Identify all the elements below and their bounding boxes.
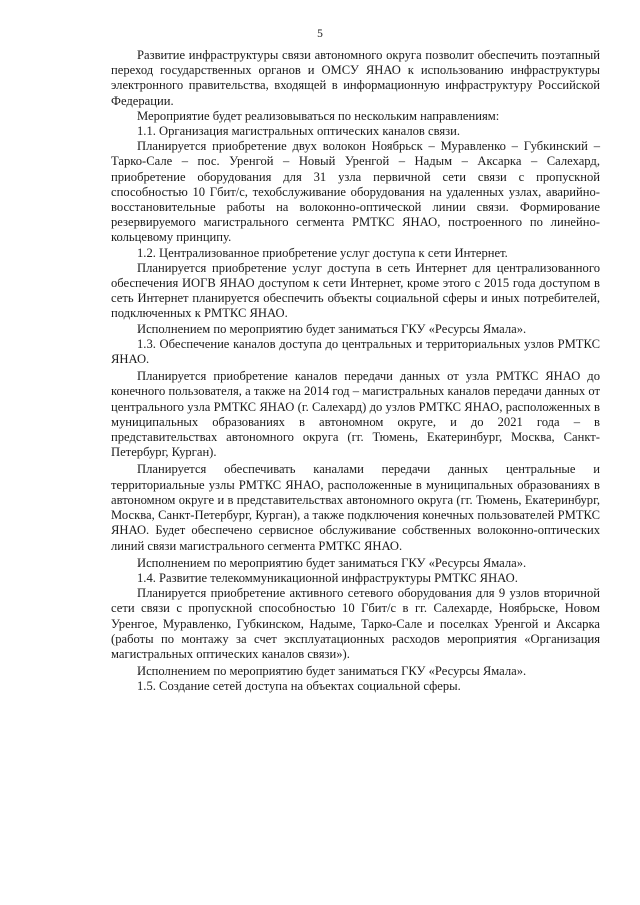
paragraph-data-channels: Планируется приобретение каналов передачи данных от узла РМТКС ЯНАО до конечного пользователя, а также на 2014 год – магистральных каналов передачи данных от центрального узла РМТКС ЯНАО (г. Салехард) до узлов РМТКС ЯНАО, расположенных в муниципальных образованиях в автономном округе, и до 2021 года – в представительствах автономного округа (гг. Тюмень, Екатеринбург, Москва, Санкт-Петербург, Курган).: [111, 369, 600, 460]
section-heading-1-1: 1.1. Организация магистральных оптических каналов связи.: [137, 124, 461, 139]
paragraph-internet-access: Планируется приобретение услуг доступа в сеть Интернет для централизованного обеспечения ИОГВ ЯНАО доступом к сети Интернет, кроме этого с 2015 года доступом в сеть Интернет планируется обеспечить объекты социальной сферы и иных потребителей, подключенных к РМТКС ЯНАО.: [111, 260, 600, 321]
section-heading-1-3: 1.3. Обеспечение каналов доступа до центральных и территориальных узлов РМТКС ЯНАО.: [111, 336, 600, 367]
paragraph-executor-3: Исполнением по мероприятию будет заниматься ГКУ «Ресурсы Ямала».: [137, 664, 527, 679]
paragraph-executor-2: Исполнением по мероприятию будет заниматься ГКУ «Ресурсы Ямала».: [137, 555, 527, 570]
paragraph-infrastructure-development: Развитие инфраструктуры связи автономного округа позволит обеспечить поэтапный переход государственных органов и ОМСУ ЯНАО к использованию инфраструктуры электронного правительства, входящей в информационную инфраструктуру Российской Федерации.: [111, 48, 600, 108]
paragraph-node-channels: Планируется обеспечивать каналами передачи данных центральные и территориальные узлы РМТКС ЯНАО, расположенные в муниципальных образованиях в автономном округе и в представительствах автономного округа (гг. Тюмень, Екатеринбург, Москва, Санкт-Петербург, Курган), а также подключения конечных пользователей РМТКС ЯНАО. Будет обеспечено сервисное обслуживание собственных волоконно-оптических линий связи магистрального сегмента РМТКС ЯНАО.: [111, 462, 600, 553]
paragraph-directions-intro: Мероприятие будет реализовываться по нескольким направлениям:: [137, 108, 500, 123]
section-heading-1-5: 1.5. Создание сетей доступа на объектах социальной сферы.: [137, 679, 461, 694]
page-number: 5: [317, 28, 323, 40]
paragraph-network-equipment: Планируется приобретение активного сетевого оборудования для 9 узлов вторичной сети связи с пропускной способностью 10 Гбит/с в гг. Салехарде, Ноябрьске, Новом Уренгое, Муравленко, Губкинском, Надыме, Тарко-Сале и поселках Уренгой и Аксарка (работы по монтажу за счет эксплуатационных расходов мероприятия «Организация магистральных оптических каналов связи»).: [111, 586, 600, 661]
section-heading-1-4: 1.4. Развитие телекоммуникационной инфраструктуры РМТКС ЯНАО.: [137, 570, 518, 585]
paragraph-optical-channels: Планируется приобретение двух волокон Ноябрьск – Муравленко – Губкинский – Тарко-Сале – пос. Уренгой – Новый Уренгой – Надым – Аксарка – Салехард, приобретение оборудования для 31 узла первичной сети связи с пропускной способностью 10 Гбит/с, техобслуживание оборудования на удаленных узлах, аварийно-восстановительные работы на волоконно-оптической линии связи. Формирование резервируемого магистрального сегмента РМТКС ЯНАО, построенного по линейно-кольцевому принципу.: [111, 139, 600, 245]
document-body: [111, 48, 600, 695]
section-heading-1-2: 1.2. Централизованное приобретение услуг доступа к сети Интернет.: [137, 245, 508, 260]
paragraph-executor-1: Исполнением по мероприятию будет заниматься ГКУ «Ресурсы Ямала».: [137, 321, 527, 336]
